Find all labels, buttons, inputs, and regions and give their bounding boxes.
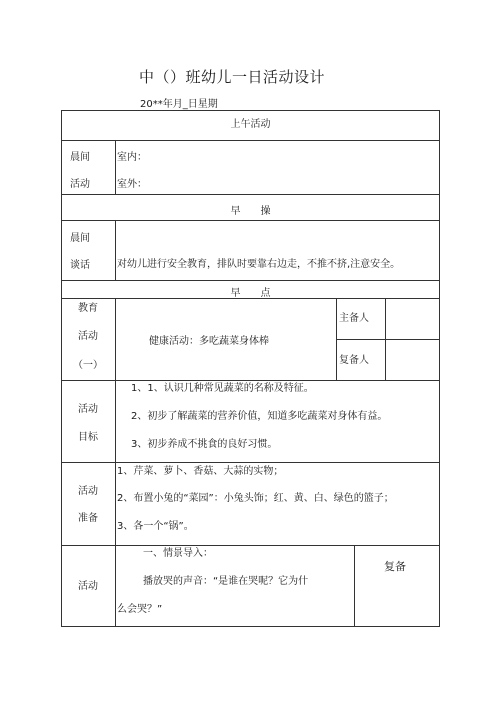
row-line-bottom (61, 626, 440, 627)
indoor-text: 室内： (117, 152, 147, 163)
co-preparer-label: 复备人 (339, 355, 369, 366)
cell-split-line (336, 339, 440, 340)
col-line (115, 140, 116, 194)
row-label: （一） (73, 360, 103, 371)
prep-item: 1、芹菜、萝卜、香菇、大蒜的实物； (117, 466, 284, 477)
row-label: 活动 (70, 179, 90, 190)
process-line: 播放哭的声音：“是谁在哭呢？它为什 (143, 576, 309, 587)
row-label: 目标 (78, 432, 98, 443)
prep-item: 2、布置小兔的“菜园”：小兔头饰；红、黄、白、绿色的篮子； (117, 493, 394, 504)
talk-text: 对幼儿进行安全教育，排队时要靠右边走，不推不挤,注意安全。 (117, 259, 401, 270)
process-line: 么会哭？” (117, 604, 163, 615)
row-label: 晨间 (70, 152, 90, 163)
main-preparer-label: 主备人 (339, 313, 369, 324)
col-line (354, 545, 355, 626)
section-header-snack: 早 点 (230, 288, 271, 299)
section-header-exercise: 早 操 (230, 206, 271, 217)
goal-item: 2、初步了解蔬菜的营养价值，知道多吃蔬菜对身体有益。 (131, 411, 388, 422)
row-label: 准备 (78, 513, 98, 524)
goal-item: 1、1、认识几种常见蔬菜的名称及特征。 (131, 383, 314, 394)
page-title: 中（）班幼儿一日活动设计 (139, 68, 326, 86)
process-line: 一、情景导入： (143, 548, 213, 559)
row-label: 活动 (78, 486, 98, 497)
row-label: 教育 (78, 303, 98, 314)
goal-item: 3、初步养成不挑食的良好习惯。 (131, 439, 278, 450)
col-line (115, 298, 116, 626)
outdoor-text: 室外： (117, 179, 147, 190)
row-line (61, 140, 440, 141)
row-label: 晨间 (70, 233, 90, 244)
section-header-morning: 上午活动 (230, 119, 271, 130)
edu-activity-text: 健康活动：多吃蔬菜身体棒 (149, 336, 269, 347)
row-line (61, 380, 440, 381)
row-label: 活动 (78, 581, 98, 592)
prep-item: 3、各一个“锅”。 (117, 521, 194, 532)
table-border-right (439, 110, 440, 626)
row-line (61, 220, 440, 221)
row-line (61, 194, 440, 195)
col-line (115, 220, 116, 280)
row-label: 活动 (78, 404, 98, 415)
review-label: 复备 (384, 560, 406, 573)
row-label: 谈话 (70, 260, 90, 271)
date-line: 20**年月_日星期 (140, 99, 218, 110)
row-line (61, 545, 440, 546)
row-line-top (61, 110, 440, 111)
row-label: 活动 (78, 331, 98, 342)
row-line (61, 280, 440, 281)
row-line (61, 462, 440, 463)
